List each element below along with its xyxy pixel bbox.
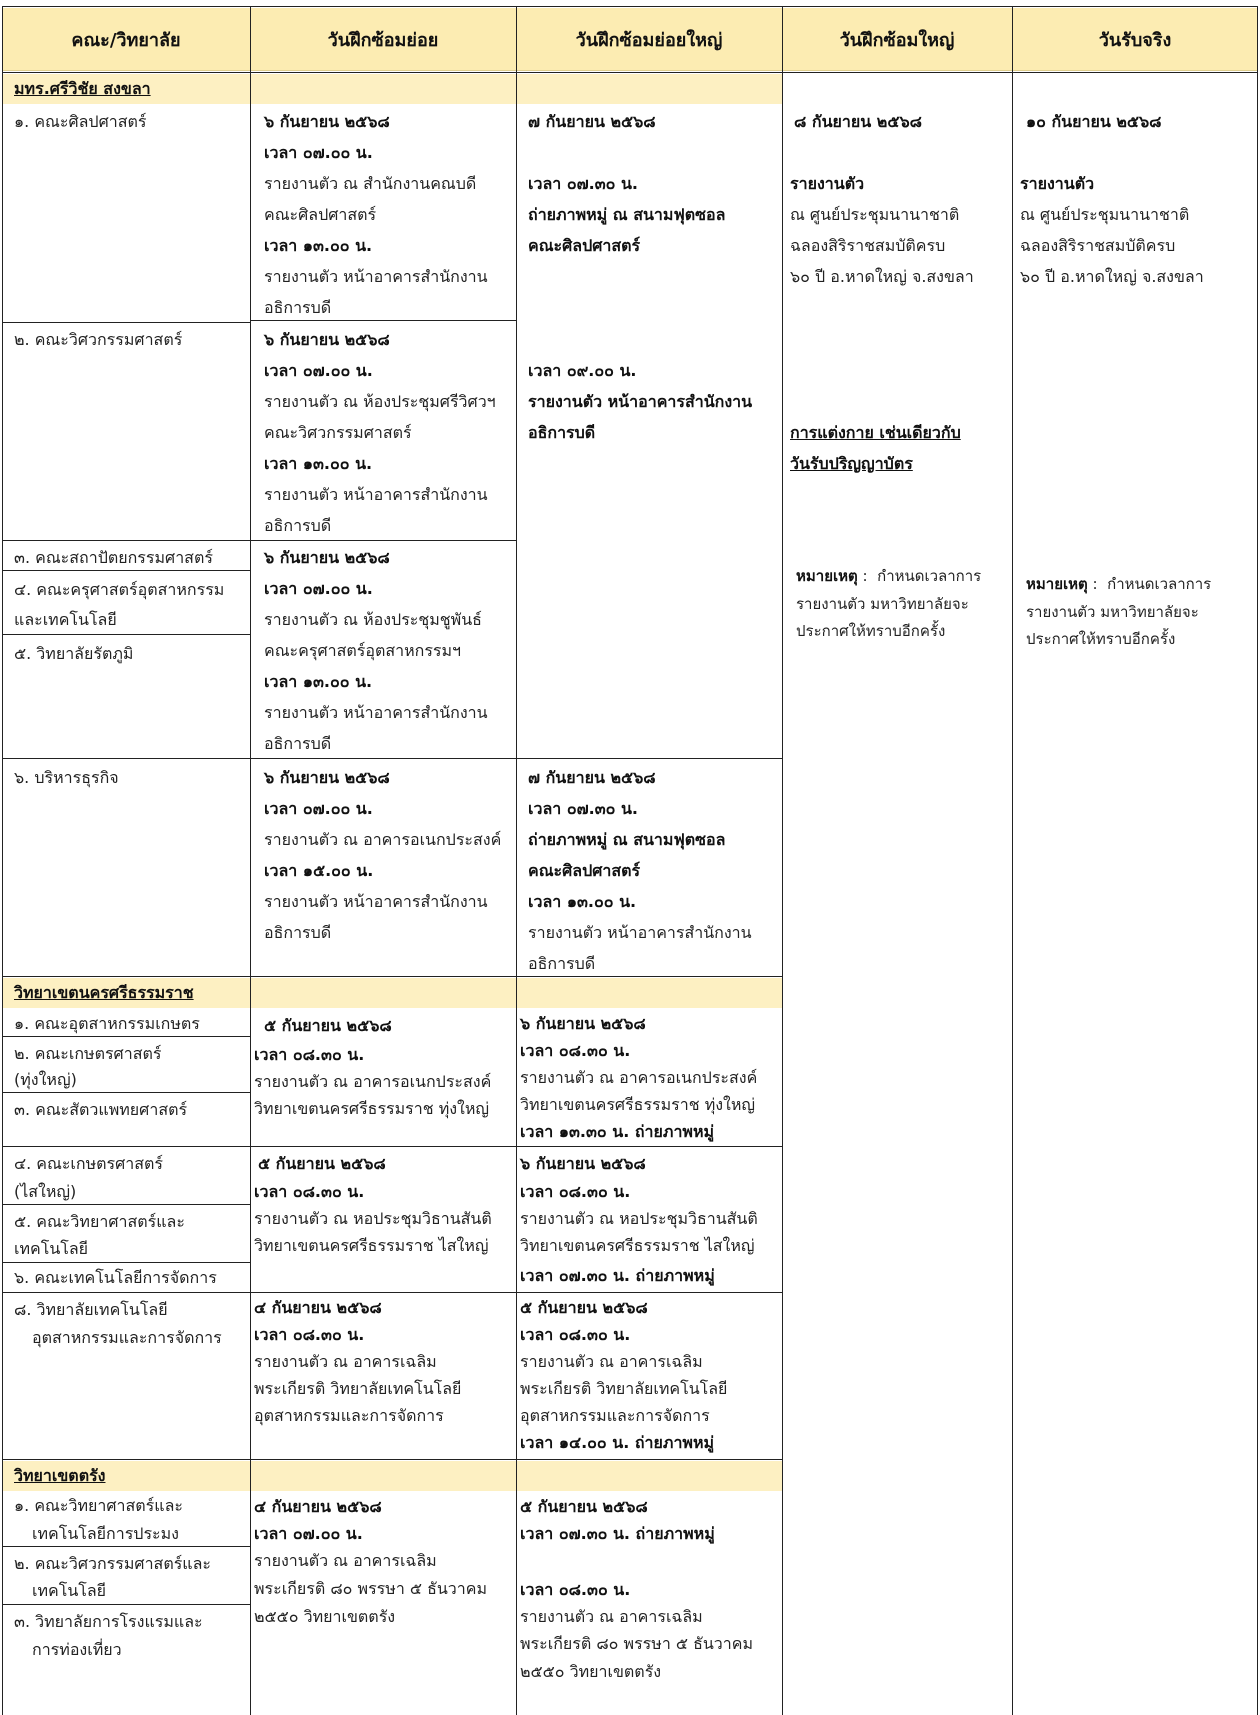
actual-note-label: หมายเหตุ xyxy=(1026,575,1088,593)
faculty-veterinary: ๓. คณะสัตวแพทยศาสตร์ xyxy=(14,1100,188,1119)
faculty-agriculture-saiyai: ๔. คณะเกษตรศาสตร์ xyxy=(14,1154,163,1173)
header-faculty: คณะ/วิทยาลัย xyxy=(71,29,181,51)
faculty-science-tech: ๕. คณะวิทยาศาสตร์และ xyxy=(14,1212,185,1231)
dress-code-line2: วันรับปริญญาบัตร xyxy=(790,454,913,473)
faculty-industrial-education-cont: และเทคโนโลยี xyxy=(14,610,117,629)
faculty-rattaphum: ๕. วิทยาลัยรัตภูมิ xyxy=(14,644,134,663)
faculty-liberal-arts: ๑. คณะศิลปศาสตร์ xyxy=(14,112,147,131)
dress-code-line1: การแต่งกาย เช่นเดียวกับ xyxy=(790,423,961,442)
faculty-management-tech: ๖. คณะเทคโนโลยีการจัดการ xyxy=(14,1268,217,1287)
header-medium-rehearsal: วันฝึกซ้อมย่อยใหญ่ xyxy=(575,29,723,51)
faculty-fisheries: ๑. คณะวิทยาศาสตร์และ xyxy=(14,1496,183,1515)
section-title-trang: วิทยาเขตตรัง xyxy=(14,1466,106,1485)
section-band-trang xyxy=(2,1461,782,1491)
faculty-engineering-trang: ๒. คณะวิศวกรรมศาสตร์และ xyxy=(14,1554,212,1573)
faculty-architecture: ๓. คณะสถาปัตยกรรมศาสตร์ xyxy=(14,548,213,567)
section-title-songkhla: มทร.ศรีวิชัย สงขลา xyxy=(14,79,151,98)
note-label: หมายเหตุ xyxy=(796,567,858,585)
faculty-industrial-education: ๔. คณะครุศาสตร์อุตสาหกรรม xyxy=(14,580,225,599)
section-title-nakhon: วิทยาเขตนครศรีธรรมราช xyxy=(14,983,194,1002)
faculty-agro-industry: ๑. คณะอุตสาหกรรมเกษตร xyxy=(14,1014,200,1033)
college-industrial-tech: ๘. วิทยาลัยเทคโนโลยี xyxy=(14,1300,168,1319)
header-small-rehearsal: วันฝึกซ้อมย่อย xyxy=(327,29,439,51)
header-full-rehearsal: วันฝึกซ้อมใหญ่ xyxy=(839,29,955,51)
header-actual-day: วันรับจริง xyxy=(1098,29,1172,51)
faculty-engineering: ๒. คณะวิศวกรรมศาสตร์ xyxy=(14,330,183,349)
faculty-business: ๖. บริหารธุรกิจ xyxy=(14,768,119,787)
faculty-agriculture-tungyai: ๒. คณะเกษตรศาสตร์ xyxy=(14,1044,162,1063)
college-hotel-tourism: ๓. วิทยาลัยการโรงแรมและ xyxy=(14,1612,203,1631)
